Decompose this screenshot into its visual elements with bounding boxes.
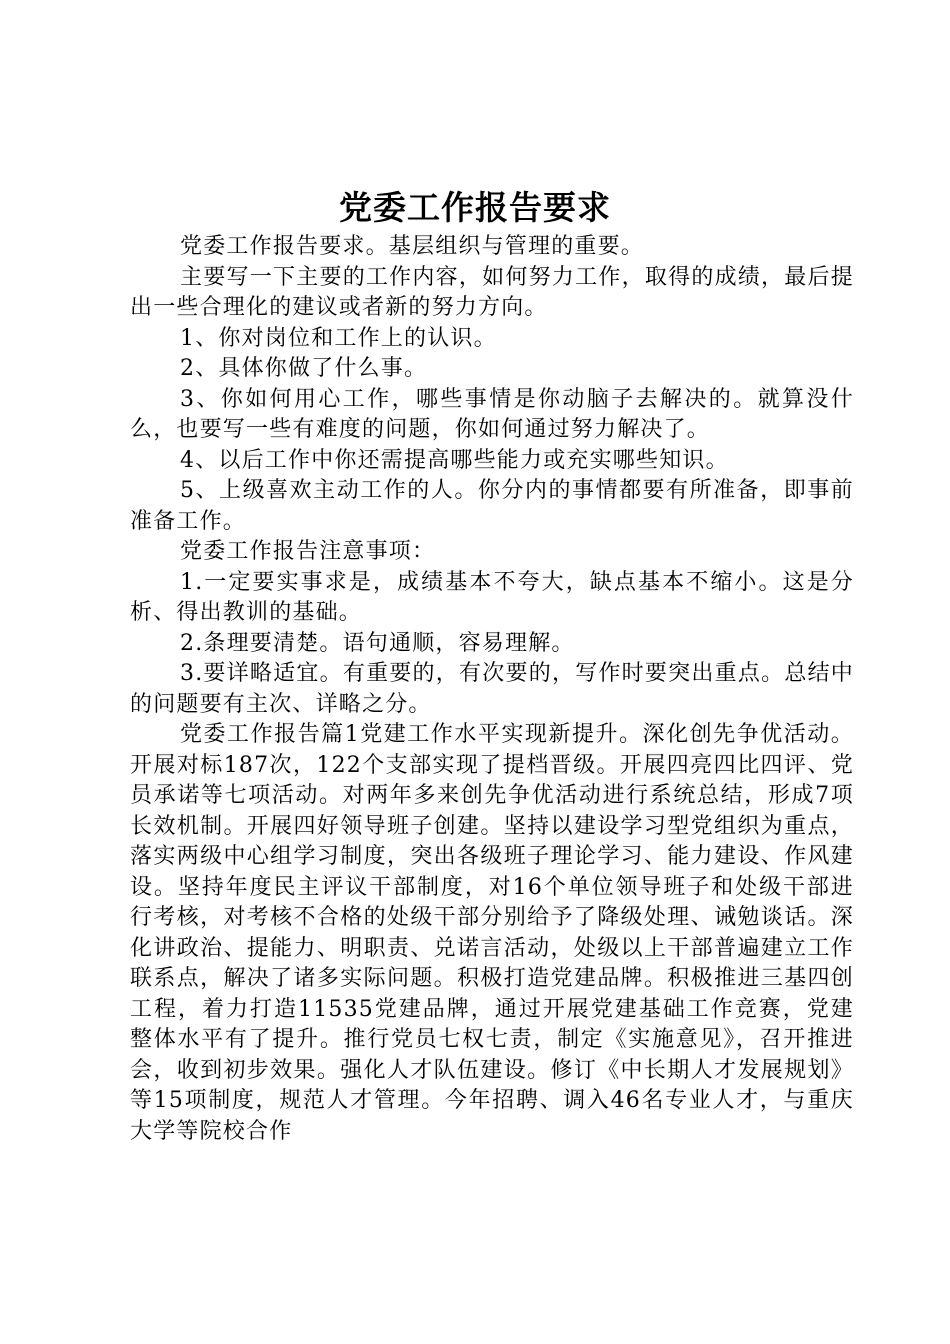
list-item-5: 5、上级喜欢主动工作的人。你分内的事情都要有所准备，即事前准备工作。 bbox=[130, 478, 854, 534]
paragraph-intro: 党委工作报告要求。基层组织与管理的重要。 bbox=[180, 234, 645, 259]
note-item-2: 2.条理要清楚。语句通顺，容易理解。 bbox=[180, 630, 575, 656]
note-item-1: 1.一定要实事求是，成绩基本不夸大，缺点基本不缩小。这是分析、得出教训的基础。 bbox=[130, 569, 854, 625]
notes-heading: 党委工作报告注意事项： bbox=[180, 539, 436, 564]
document-body bbox=[130, 232, 854, 1147]
document-title: 党委工作报告要求 bbox=[339, 188, 611, 227]
list-item-4: 4、以后工作中你还需提高哪些能力或充实哪些知识。 bbox=[180, 447, 729, 473]
list-item-3: 3、你如何用心工作，哪些事情是你动脑子去解决的。就算没什么，也要写一些有难度的问题，你如何通过努力解决了。 bbox=[130, 386, 854, 442]
report-section-1: 党委工作报告篇1党建工作水平实现新提升。深化创先争优活动。开展对标187次，122个支部实现了提档晋级。开展四亮四比四评、党员承诺等七项活动。对两年多来创先争优活动进行系统总结，形成7项长效机制。开展四好领导班子创建。坚持以建设学习型党组织为重点，落实两级中心组学习制度，突出各级班子理论学习、能力建设、作风建设。坚持年度民主评议干部制度，对16个单位领导班子和处级干部进行考核，对考核不合格的处级干部分别给予了降级处理、诫勉谈话。深化讲政治、提能力、明职责、兑诺言活动，处级以上干部普遍建立工作联系点，解决了诸多实际问题。积极打造党建品牌。积极推进三基四创工程，着力打造11535党建品牌，通过开展党建基础工作竞赛，党建整体水平有了提升。推行党员七权七责，制定《实施意见》，召开推进会，收到初步效果。强化人才队伍建设。修订《中长期人才发展规划》等15项制度，规范人才管理。今年招聘、调入46名专业人才，与重庆大学等院校合作 bbox=[130, 722, 854, 1144]
list-item-1: 1、你对岗位和工作上的认识。 bbox=[180, 325, 497, 351]
list-item-2: 2、具体你做了什么事。 bbox=[180, 356, 428, 381]
note-item-3: 3.要详略适宜。有重要的，有次要的，写作时要突出重点。总结中的问题要有主次、详略之分。 bbox=[130, 661, 854, 717]
paragraph-main-content: 主要写一下主要的工作内容，如何努力工作，取得的成绩，最后提出一些合理化的建议或者新的努力方向。 bbox=[130, 264, 854, 320]
